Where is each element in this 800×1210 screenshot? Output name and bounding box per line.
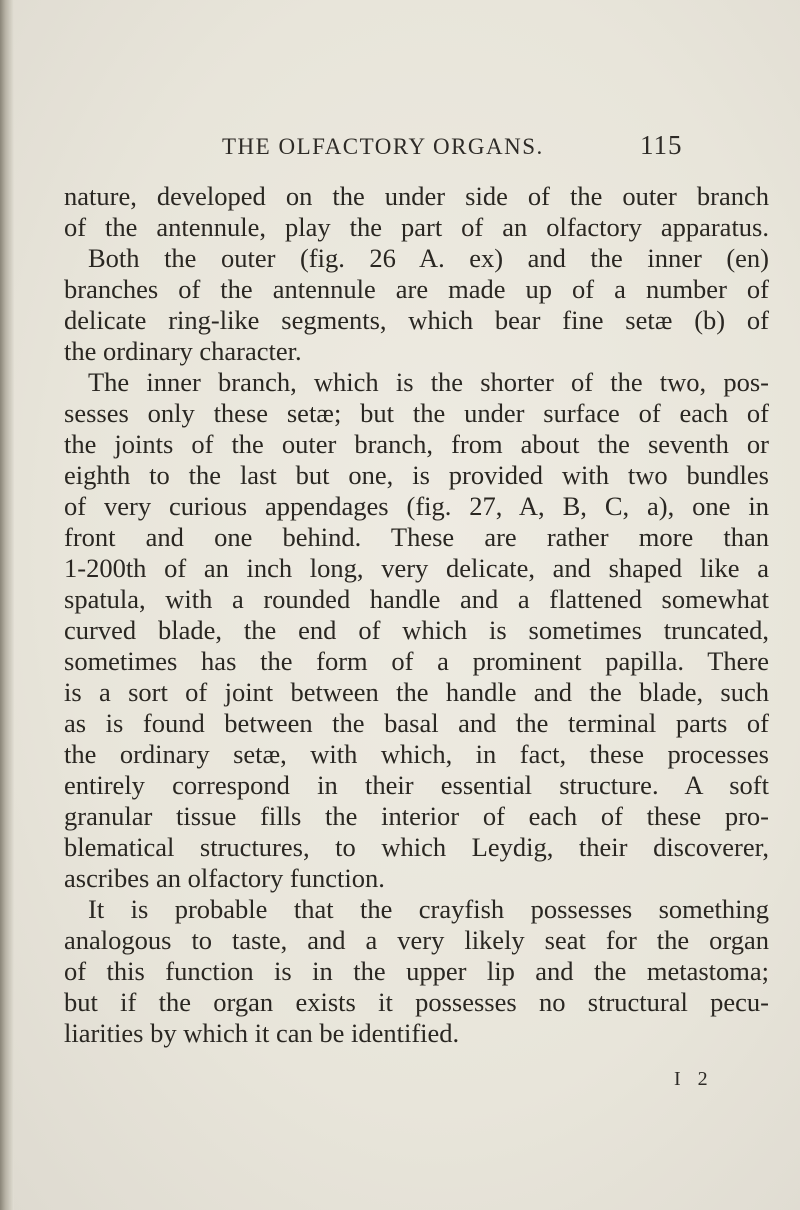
text-line: entirely correspond in their essential structure. A soft [64,770,769,800]
text-line: liarities by which it can be identified. [64,1018,460,1048]
text-line: of the antennule, play the part of an olfactory apparatus. [64,212,769,242]
text-line: spatula, with a rounded handle and a flattened somewhat [64,584,769,614]
text-line: sometimes has the form of a prominent papilla. There [64,646,769,676]
text-line: the ordinary setæ, with which, in fact, these processes [64,739,769,769]
text-line: of this function is in the upper lip and the metastoma; [64,956,769,986]
text-line: nature, developed on the under side of the outer branch [64,181,769,211]
text-line: the joints of the outer branch, from about the seventh or [64,429,769,459]
text-line: is a sort of joint between the handle and the blade, such [64,677,769,707]
text-line: analogous to taste, and a very likely seat for the organ [64,925,769,955]
text-line: front and one behind. These are rather more than [64,522,769,552]
text-line: ascribes an olfactory function. [64,863,385,893]
signature-mark: I 2 [674,1068,714,1090]
text-line: curved blade, the end of which is sometimes truncated, [64,615,769,645]
text-line: sesses only these setæ; but the under surface of each of [64,398,769,428]
text-line: but if the organ exists it possesses no structural pecu- [64,987,769,1017]
text-line: The inner branch, which is the shorter of the two, pos- [88,367,769,397]
text-line: blematical structures, to which Leydig, their discoverer, [64,832,769,862]
text-line: of very curious appendages (fig. 27, A, B, C, a), one in [64,491,769,521]
page-number: 115 [640,130,683,160]
text-line: as is found between the basal and the terminal parts of [64,708,769,738]
text-line: delicate ring-like segments, which bear fine setæ (b) of [64,305,769,335]
text-line: branches of the antennule are made up of a number of [64,274,769,304]
text-line: eighth to the last but one, is provided with two bundles [64,460,769,490]
running-head: THE OLFACTORY ORGANS. [222,134,544,159]
text-line: Both the outer (fig. 26 A. ex) and the inner (en) [88,243,769,273]
text-line: It is probable that the crayfish possesses something [88,894,769,924]
text-line: 1-200th of an inch long, very delicate, and shaped like a [64,553,769,583]
text-line: granular tissue fills the interior of each of these pro- [64,801,769,831]
page-header [0,130,800,170]
page-gutter [0,0,14,1210]
text-line: the ordinary character. [64,336,302,366]
